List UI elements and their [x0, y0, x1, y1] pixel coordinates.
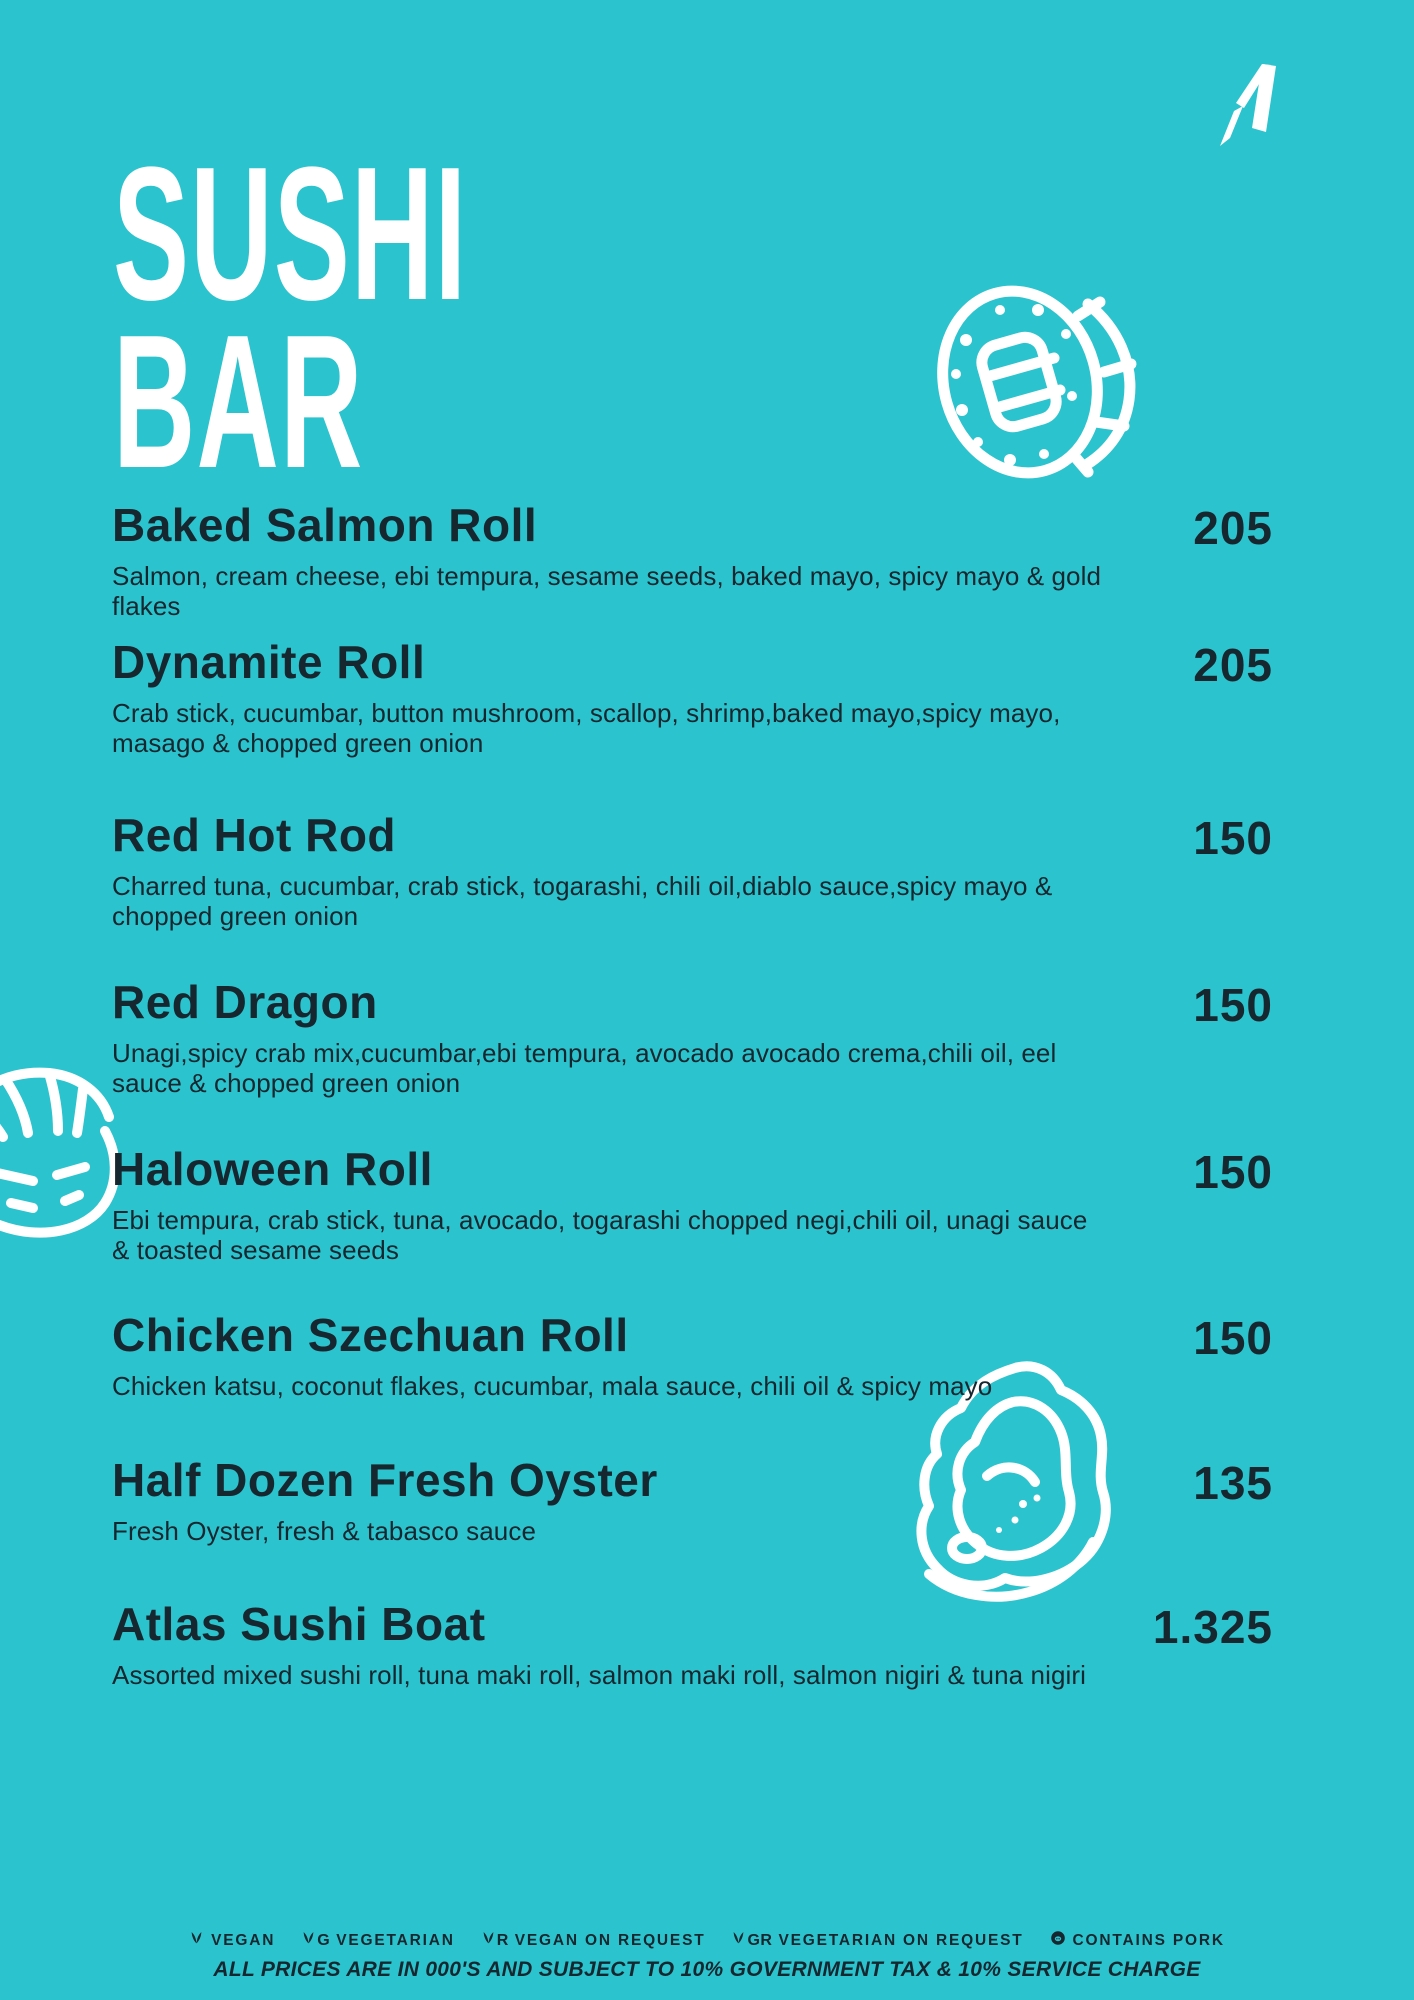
- item-price: 150: [1193, 812, 1273, 864]
- item-description: Unagi,spicy crab mix,cucumbar,ebi tempura, avocado avocado crema,chili oil, eel sauce & chopped green onion: [112, 1037, 1057, 1098]
- vegan-leaf-icon: [731, 1931, 746, 1951]
- legend-label: VEGAN ON REQUEST: [514, 1931, 706, 1949]
- item-name: Atlas Sushi Boat: [112, 1598, 486, 1650]
- item-name: Red Dragon: [112, 976, 378, 1028]
- dumpling-illustration-icon: [0, 1045, 120, 1250]
- page-title-line2: BAR: [113, 296, 364, 508]
- menu-item-row: [112, 1310, 1273, 1401]
- menu-item-row: [112, 1455, 1273, 1546]
- vegan-leaf-icon: [301, 1931, 316, 1951]
- dietary-legend: [0, 1930, 1414, 1951]
- pig-icon: [1050, 1930, 1066, 1951]
- legend-label: VEGETARIAN ON REQUEST: [778, 1931, 1024, 1949]
- item-price: 150: [1193, 1146, 1273, 1198]
- menu-item-row: [112, 1144, 1273, 1265]
- item-description: Assorted mixed sushi roll, tuna maki roll, salmon maki roll, salmon nigiri & tuna nigiri: [112, 1659, 1087, 1690]
- item-name: Half Dozen Fresh Oyster: [112, 1454, 658, 1506]
- legend-vegan-on-request: [481, 1931, 706, 1951]
- legend-label: VEGAN: [211, 1931, 276, 1949]
- item-description: Charred tuna, cucumbar, crab stick, togarashi, chili oil,diablo sauce,spicy mayo & chopped green onion: [112, 870, 1053, 931]
- item-price: 1.325: [1152, 1601, 1273, 1653]
- item-price: 205: [1193, 639, 1273, 691]
- legend-vegan: [189, 1931, 275, 1951]
- vegan-leaf-icon: [189, 1931, 204, 1951]
- legend-vegetarian: [301, 1931, 454, 1951]
- legend-suffix: G: [317, 1931, 331, 1949]
- menu-item-row: [112, 637, 1273, 758]
- vegan-leaf-icon: [481, 1931, 496, 1951]
- item-name: Dynamite Roll: [112, 636, 426, 688]
- item-price: 205: [1193, 502, 1273, 554]
- legend-suffix: R: [496, 1931, 509, 1949]
- item-description: Salmon, cream cheese, ebi tempura, sesame seeds, baked mayo, spicy mayo & gold flakes: [112, 560, 1102, 621]
- menu-item-row: [112, 810, 1273, 931]
- legend-label: CONTAINS PORK: [1072, 1931, 1225, 1949]
- item-name: Red Hot Rod: [112, 809, 397, 861]
- item-description: Crab stick, cucumbar, button mushroom, scallop, shrimp,baked mayo,spicy mayo, masago & chopped green onion: [112, 697, 1061, 758]
- price-disclaimer: ALL PRICES ARE IN 000'S AND SUBJECT TO 10% GOVERNMENT TAX & 10% SERVICE CHARGE: [213, 1958, 1201, 1981]
- atlas-a-logo-icon: [1216, 64, 1278, 148]
- item-price: 150: [1193, 979, 1273, 1031]
- item-price: 135: [1193, 1457, 1273, 1509]
- item-name: Baked Salmon Roll: [112, 499, 538, 551]
- legend-vegetarian-on-request: [731, 1931, 1023, 1951]
- legend-suffix: GR: [747, 1931, 773, 1949]
- sushi-roll-illustration-icon: [928, 276, 1143, 494]
- item-price: 150: [1193, 1312, 1273, 1364]
- legend-label: VEGETARIAN: [336, 1931, 455, 1949]
- item-name: Haloween Roll: [112, 1143, 433, 1195]
- page-title: [113, 128, 704, 508]
- item-description: Fresh Oyster, fresh & tabasco sauce: [112, 1515, 537, 1546]
- item-description: Ebi tempura, crab stick, tuna, avocado, togarashi chopped negi,chili oil, unagi sauce & toasted sesame seeds: [112, 1204, 1088, 1265]
- item-description: Chicken katsu, coconut flakes, cucumbar, mala sauce, chili oil & spicy mayo: [112, 1370, 993, 1401]
- item-name: Chicken Szechuan Roll: [112, 1309, 629, 1361]
- menu-item-row: [112, 977, 1273, 1098]
- page-title-line1: SUSHI: [113, 128, 468, 340]
- legend-contains-pork: [1050, 1930, 1225, 1951]
- menu-item-row: [112, 500, 1273, 621]
- menu-item-row: [112, 1599, 1273, 1690]
